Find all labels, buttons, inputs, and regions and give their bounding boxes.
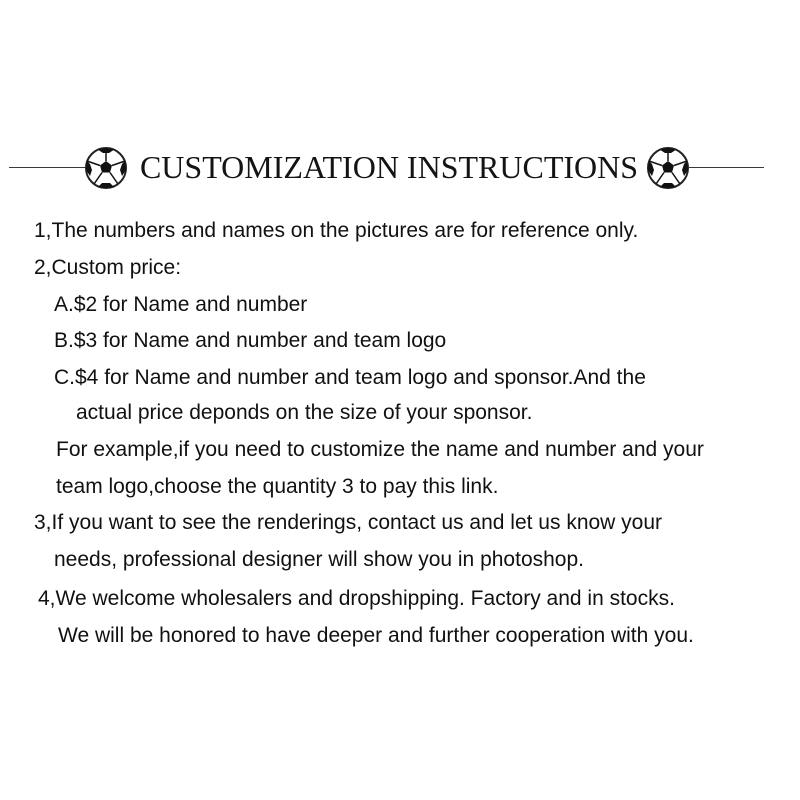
example-text-continued: team logo,choose the quantity 3 to pay this link. bbox=[56, 475, 499, 498]
price-option-c: C.$4 for Name and number and team logo and sponsor.And the bbox=[54, 366, 646, 389]
instruction-item-4: 4,We welcome wholesalers and dropshipping. Factory and in stocks. bbox=[38, 587, 675, 610]
soccer-ball-icon bbox=[84, 146, 128, 190]
right-divider-line bbox=[688, 167, 764, 168]
price-option-c-continued: actual price deponds on the size of your sponsor. bbox=[76, 401, 533, 424]
soccer-ball-icon bbox=[646, 146, 690, 190]
price-option-b: B.$3 for Name and number and team logo bbox=[54, 329, 447, 352]
instruction-item-4-continued: We will be honored to have deeper and further cooperation with you. bbox=[58, 624, 694, 647]
left-divider-line bbox=[9, 167, 89, 168]
instruction-item-2: 2,Custom price: bbox=[34, 256, 182, 279]
instruction-item-3: 3,If you want to see the renderings, contact us and let us know your bbox=[34, 511, 663, 534]
example-text: For example,if you need to customize the name and number and your bbox=[56, 438, 704, 461]
instructions-header bbox=[0, 140, 800, 196]
page-title: CUSTOMIZATION INSTRUCTIONS bbox=[139, 149, 639, 185]
instruction-item-3-continued: needs, professional designer will show you in photoshop. bbox=[54, 548, 584, 571]
instruction-item-1: 1,The numbers and names on the pictures are for reference only. bbox=[34, 219, 639, 242]
price-option-a: A.$2 for Name and number bbox=[54, 293, 308, 316]
